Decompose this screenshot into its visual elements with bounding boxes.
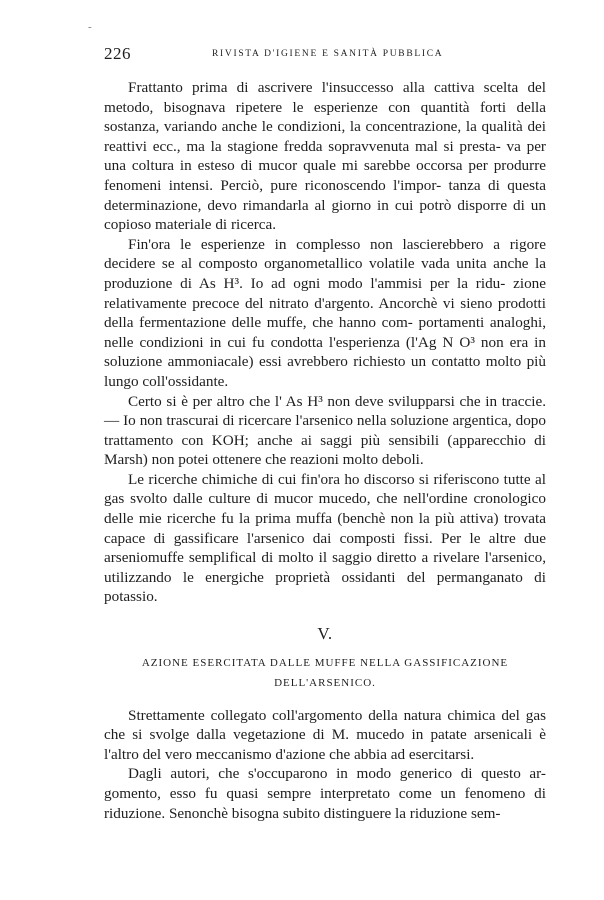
paragraph: Strettamente collegato coll'argomento della natura chimica del gas che si svolge dalla vegetazione di M. mucedo in patate arsenicali è l'altro del vero meccanismo d'azione che abbia ad esercitarsi.	[104, 706, 546, 763]
paragraph: Fin'ora le esperienze in complesso non lascierebbero a rigore decidere se al composto organometallico volatile vada unita anche la produzione di As H³. Io ad ogni modo l'ammisi per la ridu- zione relativamente precoce del nitrato d'argento. Ancorchè vi sieno prodotti della fermentazione delle muffe, che hanno com- portamenti analoghi, nelle condizioni in cui fu condotta l'esperienza (l'Ag N O³ non era in soluzione ammoniacale) essi avrebbero richiesto un contatto molto più lungo coll'ossidante.	[104, 235, 546, 390]
page-number: 226	[104, 44, 131, 63]
running-title: RIVISTA D'IGIENE E SANITÀ PUBBLICA	[212, 49, 444, 59]
section-number: V.	[317, 624, 333, 644]
paragraph: Certo si è per altro che l' As H³ non deve svilupparsi che in traccie. — Io non trascurai di ricercare l'arsenico nella soluzione argentica, dopo trattamento con KOH; anche ai saggi più sensibili (apparecchio di Marsh) non potei ottenere che reazioni molto deboli.	[104, 392, 546, 469]
section-title-line: DELL'ARSENICO.	[274, 676, 376, 689]
paragraph: Le ricerche chimiche di cui fin'ora ho discorso si riferiscono tutte al gas svolto dalle culture di mucor mucedo, che nell'ordine cronologico delle mie ricerche fu la prima muffa (benchè non la più attiva) trovata capace di gassificare l'arsenico dai composti fissi. Per le altre due arseniomuffe semplifical di molto il saggio diretto a rivelare l'arsenico, utilizzando le energiche proprietà ossidanti del permanganato di potassio.	[104, 470, 546, 606]
corner-mark: -	[88, 21, 92, 33]
section-title	[104, 653, 546, 693]
paragraph: Dagli autori, che s'occuparono in modo generico di questo ar- gomento, esso fu quasi sempre interpretato come un fenomeno di riduzione. Senonchè bisogna subito distinguere la riduzione sem-	[104, 765, 546, 822]
section-title-line: AZIONE ESERCITATA DALLE MUFFE NELLA GASSIFICAZIONE	[141, 656, 509, 669]
page-header	[104, 44, 549, 66]
body-text	[104, 78, 546, 823]
paragraph: Frattanto prima di ascrivere l'insuccesso alla cattiva scelta del metodo, bisognava ripetere le esperienze con quantità forti della sostanza, variando anche le condizioni, la concentrazione, la qualità dei reattivi ecc., ma la stagione fredda sopravvenuta mal si presta- va per una coltura in esteso di mucor quale mi sarebbe occorsa per produrre fenomeni intensi. Perciò, pure riconoscendo l'impor- tanza di questa determinazione, devo rimandarla al giorno in cui potrò disporre di un copioso materiale di ricerca.	[104, 79, 546, 234]
